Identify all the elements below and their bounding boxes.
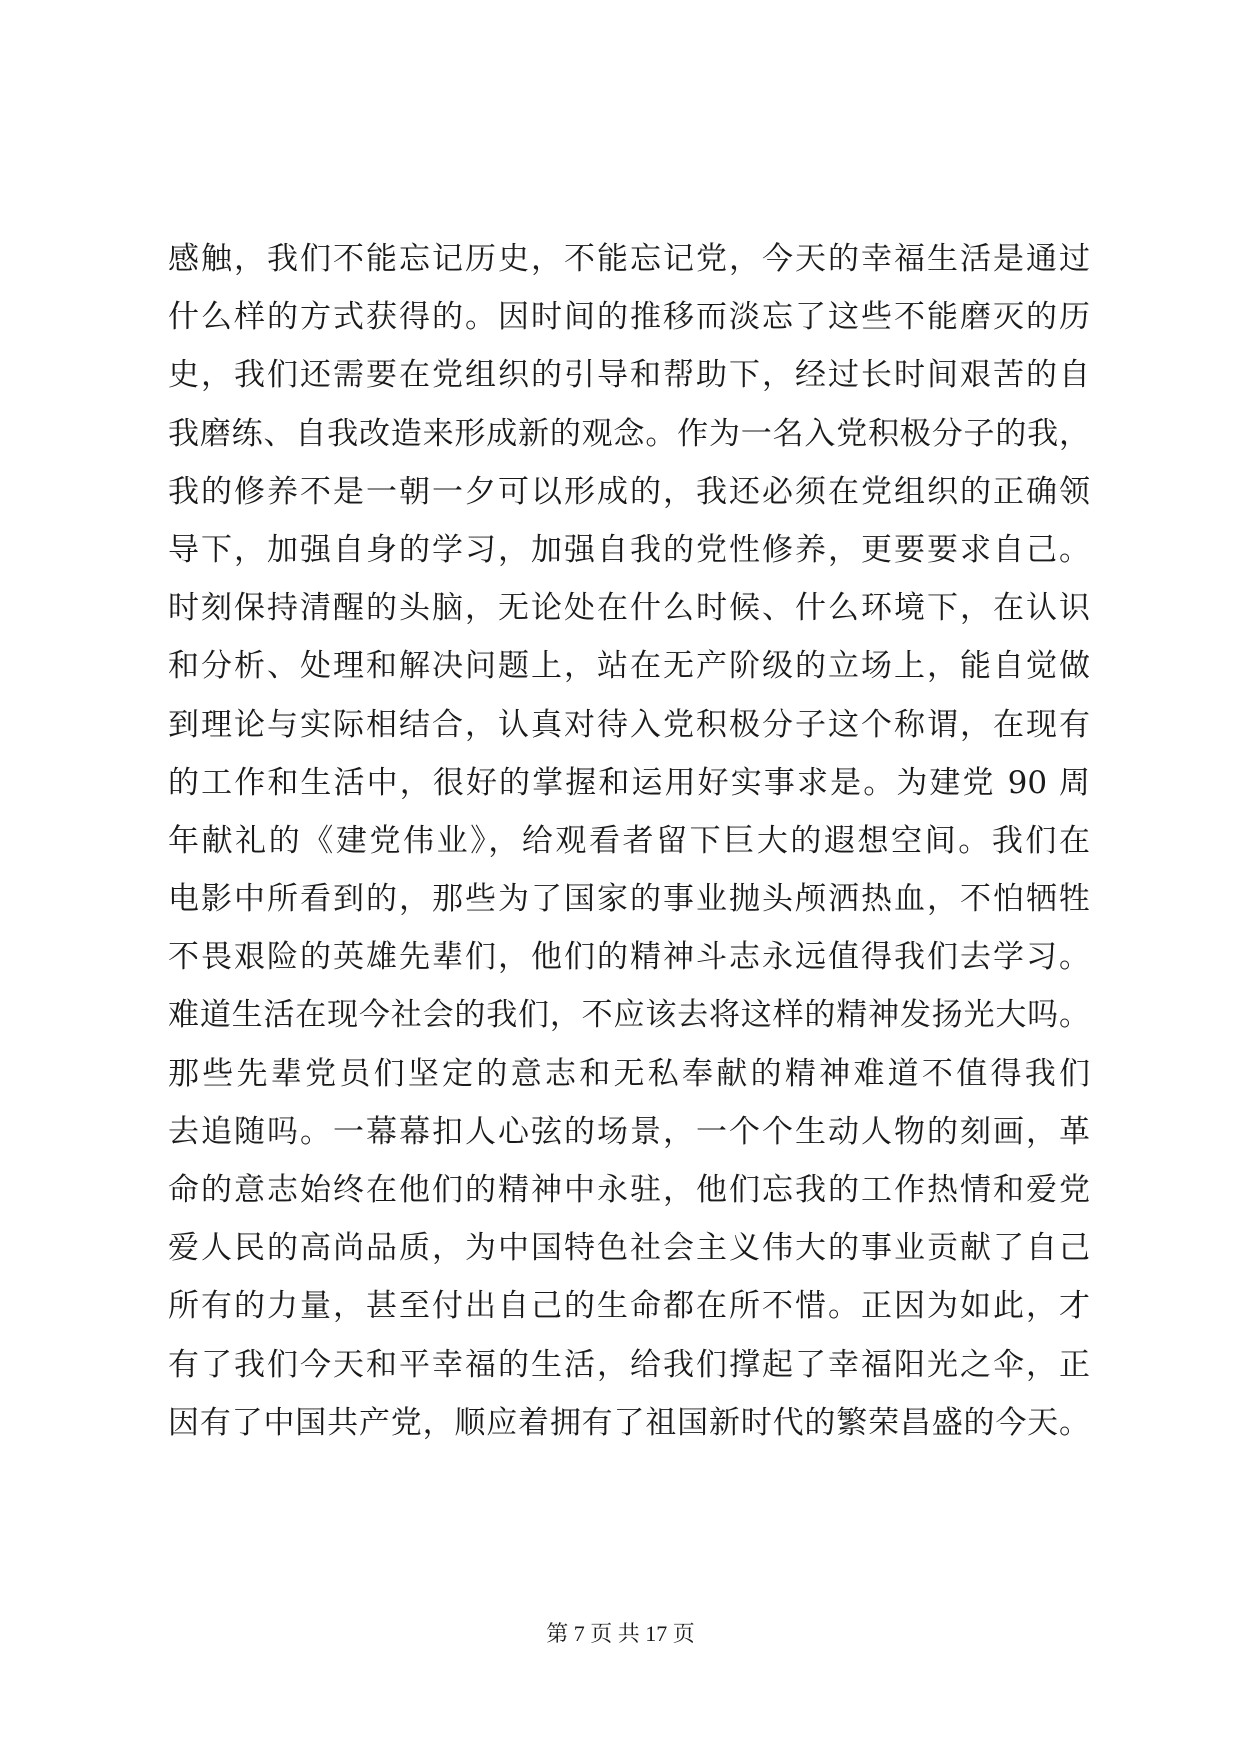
page-footer: 第 7 页 共 17 页 [546, 1621, 695, 1646]
text-line: 和分析、处理和解决问题上，站在无产阶级的立场上，能自觉做 [168, 648, 1090, 685]
text-line: 电影中所看到的，那些为了国家的事业抛头颅洒热血，不怕牺牲 [168, 881, 1090, 918]
text-line: 所有的力量，甚至付出自己的生命都在所不惜。正因为如此，才 [168, 1288, 1090, 1325]
text-line: 去追随吗。一幕幕扣人心弦的场景，一个个生动人物的刻画，革 [168, 1113, 1090, 1150]
text-line: 那些先辈党员们坚定的意志和无私奉献的精神难道不值得我们 [168, 1055, 1090, 1092]
body-text [168, 230, 1090, 1452]
text-line: 难道生活在现今社会的我们，不应该去将这样的精神发扬光大吗。 [168, 997, 1090, 1034]
text-line: 感触，我们不能忘记历史，不能忘记党，今天的幸福生活是通过 [168, 241, 1090, 277]
text-line: 因有了中国共产党，顺应着拥有了祖国新时代的繁荣昌盛的今天。 [168, 1404, 1090, 1441]
text-line: 有了我们今天和平幸福的生活，给我们撑起了幸福阳光之伞，正 [168, 1346, 1090, 1383]
text-line: 的工作和生活中，很好的掌握和运用好实事求是。为建党 90 周 [168, 764, 1090, 801]
text-line: 时刻保持清醒的头脑，无论处在什么时候、什么环境下，在认识 [168, 590, 1090, 627]
text-line: 不畏艰险的英雄先辈们，他们的精神斗志永远值得我们去学习。 [168, 939, 1090, 976]
text-line: 什么样的方式获得的。因时间的推移而淡忘了这些不能磨灭的历 [168, 299, 1090, 336]
text-line: 我磨练、自我改造来形成新的观念。作为一名入党积极分子的我， [168, 415, 1090, 452]
text-line: 命的意志始终在他们的精神中永驻，他们忘我的工作热情和爱党 [168, 1172, 1090, 1208]
text-line: 我的修养不是一朝一夕可以形成的，我还必须在党组织的正确领 [168, 473, 1090, 510]
text-line: 年献礼的《建党伟业》，给观看者留下巨大的遐想空间。我们在 [168, 822, 1090, 859]
text-line: 导下，加强自身的学习，加强自我的党性修养，更要要求自己。 [168, 531, 1090, 568]
text-line: 到理论与实际相结合，认真对待入党积极分子这个称谓，在现有 [168, 706, 1090, 743]
text-line: 爱人民的高尚品质，为中国特色社会主义伟大的事业贡献了自己 [168, 1230, 1090, 1267]
text-line: 史，我们还需要在党组织的引导和帮助下，经过长时间艰苦的自 [168, 357, 1090, 394]
